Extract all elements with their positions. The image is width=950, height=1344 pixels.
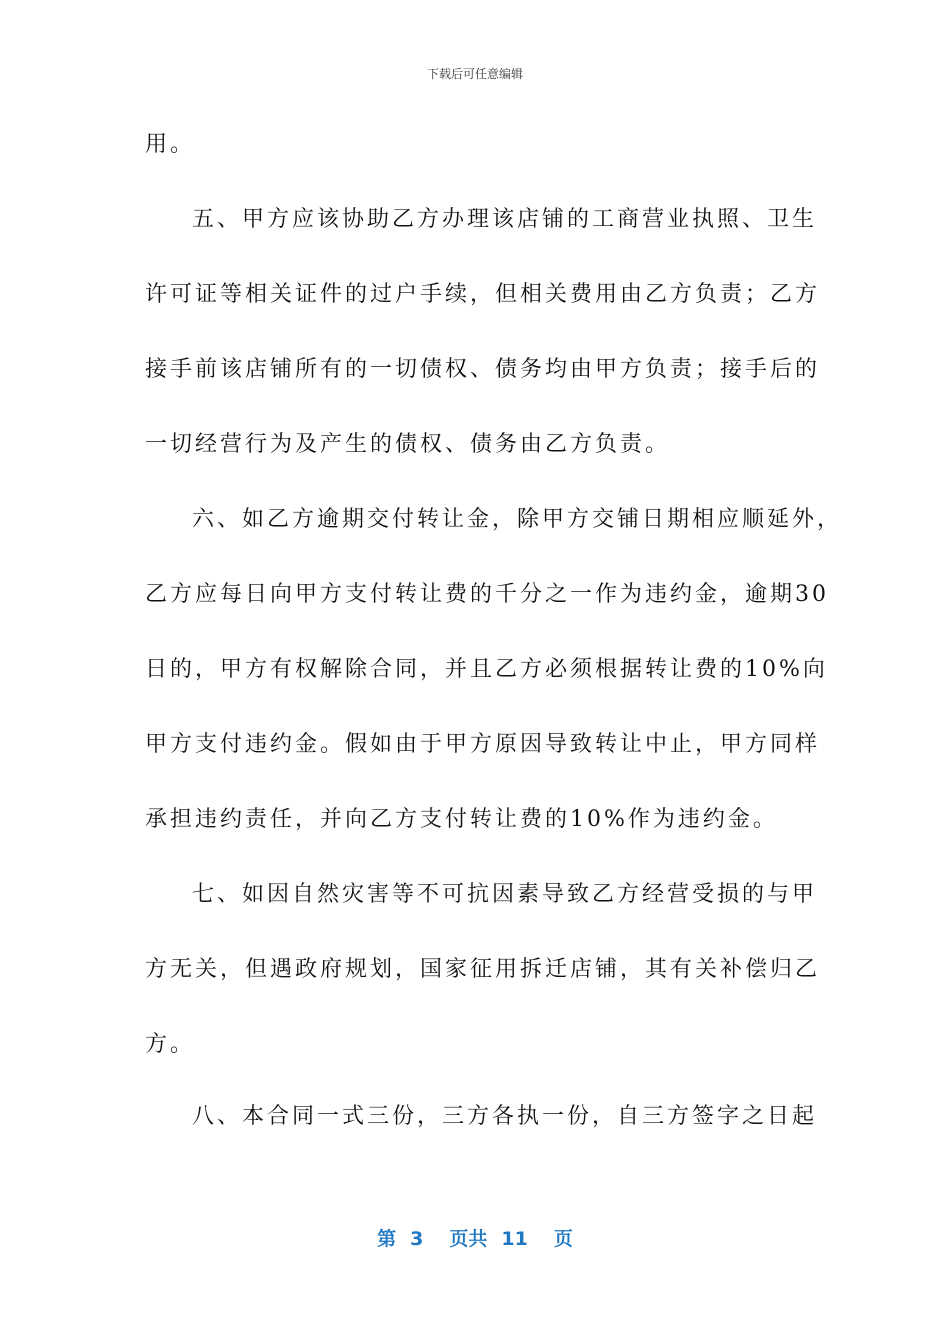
text-line: 用。 (145, 132, 196, 157)
text-line: 甲方支付违约金。假如由于甲方原因导致转让中止，甲方同样 (145, 732, 821, 757)
text-line: 承担违约责任，并向乙方支付转让费的10%作为违约金。 (145, 807, 778, 832)
footer-prefix: 第 (377, 1228, 397, 1250)
text-line: 一切经营行为及产生的债权、债务由乙方负责。 (145, 432, 671, 457)
footer-middle: 页共 (449, 1228, 488, 1250)
page-header: 下载后可任意编辑 (426, 67, 523, 81)
footer-suffix: 页 (553, 1228, 573, 1250)
clause-eight-line: 八、本合同一式三份，三方各执一份，自三方签字之日起 (192, 1104, 818, 1129)
current-page-number: 3 (410, 1228, 424, 1250)
text-line: 许可证等相关证件的过户手续，但相关费用由乙方负责；乙方 (145, 282, 821, 307)
text-line: 方。 (145, 1032, 196, 1057)
text-line: 方无关，但遇政府规划，国家征用拆迁店铺，其有关补偿归乙 (145, 957, 821, 982)
text-line: 日的，甲方有权解除合同，并且乙方必须根据转让费的10%向 (145, 657, 828, 682)
clause-seven-line: 七、如因自然灾害等不可抗因素导致乙方经营受损的与甲 (192, 882, 818, 907)
text-line: 乙方应每日向甲方支付转让费的千分之一作为违约金，逾期30 (145, 582, 829, 607)
clause-six-line: 六、如乙方逾期交付转让金，除甲方交铺日期相应顺延外， (192, 507, 843, 532)
text-line: 接手前该店铺所有的一切债权、债务均由甲方负责；接手后的 (145, 357, 821, 382)
total-pages-number: 11 (501, 1228, 528, 1250)
page-footer (0, 1226, 950, 1252)
clause-five-line: 五、甲方应该协助乙方办理该店铺的工商营业执照、卫生 (192, 207, 818, 232)
